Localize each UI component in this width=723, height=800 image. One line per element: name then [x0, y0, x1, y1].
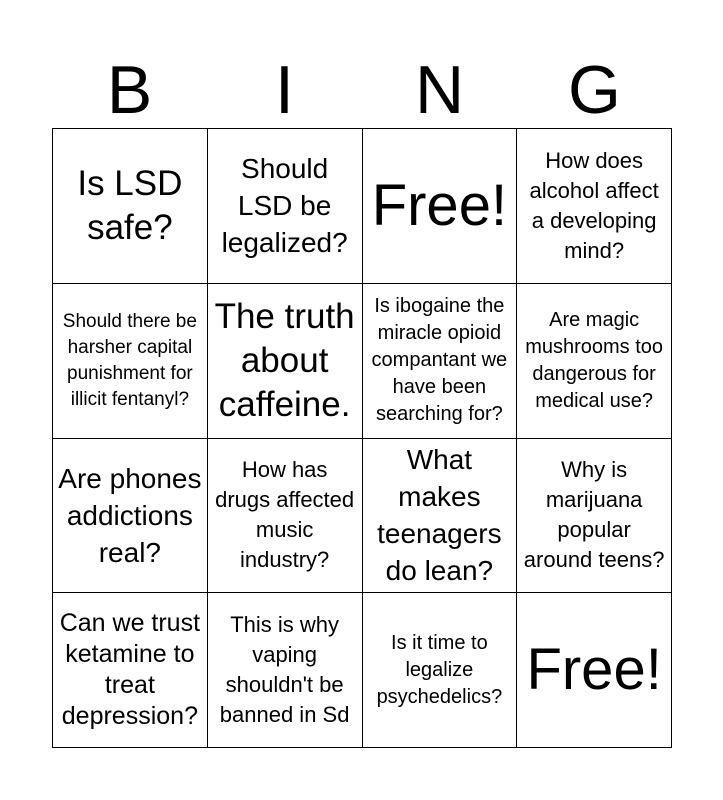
bingo-cell[interactable]	[517, 129, 672, 284]
bingo-cell[interactable]	[517, 439, 672, 594]
cell-text: Free!	[371, 172, 508, 238]
bingo-cell[interactable]	[363, 284, 518, 439]
bingo-cell[interactable]	[53, 129, 208, 284]
bingo-header	[52, 52, 672, 128]
cell-text: Free!	[526, 637, 662, 703]
cell-text: How does alcohol affect a developing mind?	[529, 147, 659, 263]
bingo-cell[interactable]	[53, 593, 208, 748]
cell-text: Is LSD safe?	[77, 163, 183, 247]
header-letter-b: B	[106, 52, 153, 128]
header-letter-g: G	[568, 52, 621, 128]
bingo-cell[interactable]	[208, 284, 363, 439]
header-letter-n: N	[414, 52, 465, 128]
free-cell[interactable]	[363, 129, 518, 284]
bingo-cell[interactable]	[208, 593, 363, 748]
cell-text: Are phones addictions real?	[58, 462, 202, 568]
bingo-cell[interactable]	[363, 593, 518, 748]
cell-text: How has drugs affected music industry?	[215, 457, 355, 573]
cell-text: Should LSD be legalized?	[221, 153, 348, 259]
cell-text: Should there be harsher capital punishment for illicit fentanyl?	[62, 310, 197, 410]
bingo-cell[interactable]	[517, 284, 672, 439]
bingo-cell[interactable]	[208, 129, 363, 284]
bingo-cell[interactable]	[208, 439, 363, 594]
bingo-card	[52, 128, 672, 748]
bingo-cell[interactable]	[53, 439, 208, 594]
cell-text: This is why vaping shouldn't be banned in Sd	[219, 612, 350, 728]
cell-text: The truth about caffeine.	[214, 296, 355, 424]
header-letter-i: I	[275, 52, 294, 128]
cell-text: Can we trust ketamine to treat depression?	[59, 609, 201, 731]
cell-text: Is ibogaine the miracle opioid compantant we have been searching for?	[371, 295, 508, 426]
cell-text: What makes teenagers do lean?	[377, 444, 502, 587]
cell-text: Are magic mushrooms too dangerous for medical use?	[525, 308, 664, 412]
cell-text: Is it time to legalize psychedelics?	[376, 631, 503, 708]
bingo-cell[interactable]	[53, 284, 208, 439]
free-cell[interactable]	[517, 593, 672, 748]
cell-text: Why is marijuana popular around teens?	[523, 457, 665, 573]
bingo-cell[interactable]	[363, 439, 518, 594]
